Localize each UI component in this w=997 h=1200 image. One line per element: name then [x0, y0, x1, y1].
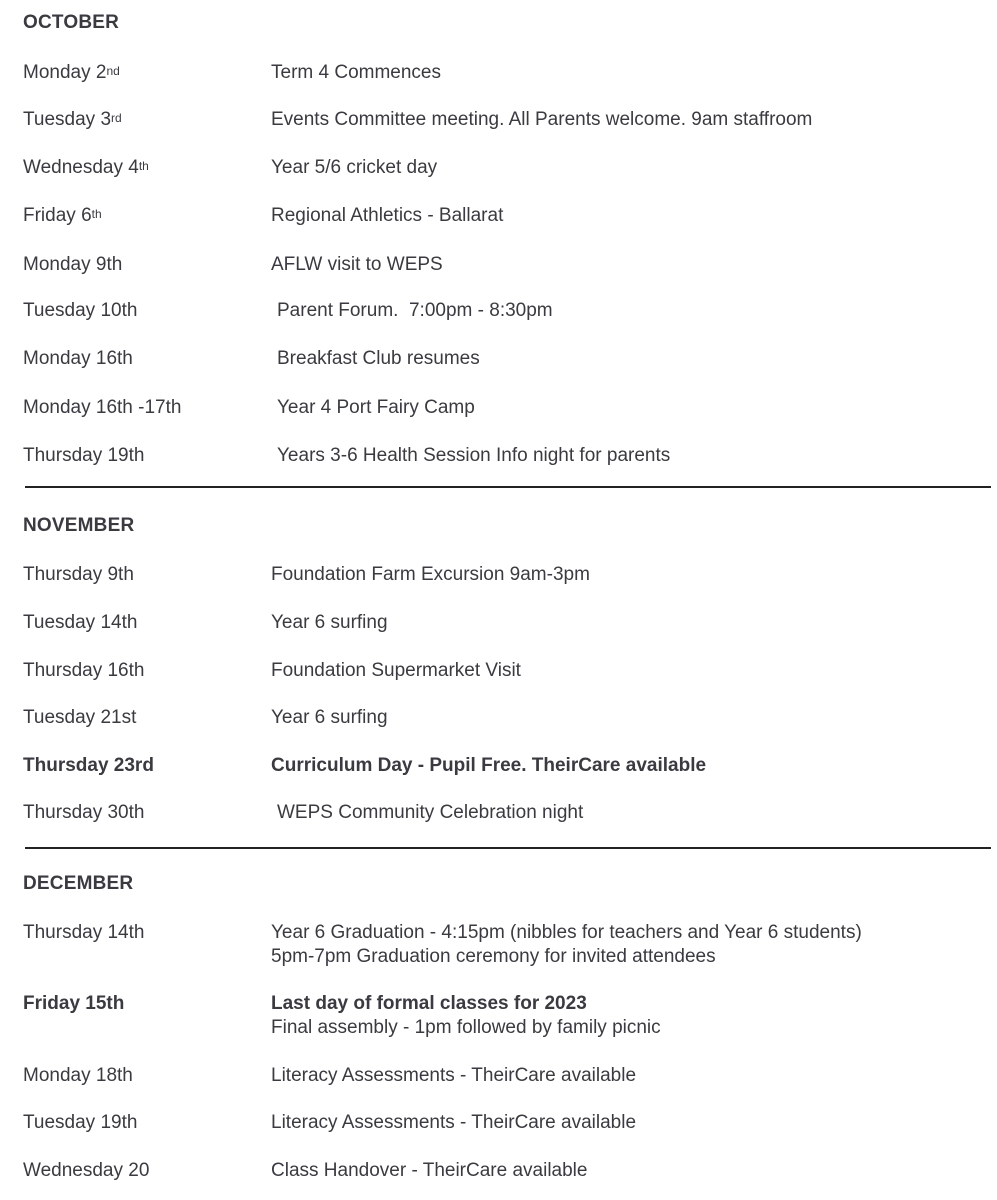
month-heading-december: DECEMBER	[23, 873, 134, 894]
event-description: Curriculum Day - Pupil Free. TheirCare available	[271, 755, 707, 776]
event-description	[271, 992, 661, 1040]
event-description: Year 5/6 cricket day	[271, 157, 438, 178]
event-description: Regional Athletics - Ballarat	[271, 205, 504, 226]
event-description: WEPS Community Celebration night	[277, 802, 584, 823]
event-description: Class Handover - TheirCare available	[271, 1160, 588, 1181]
event-description: Foundation Supermarket Visit	[271, 660, 521, 681]
event-date: Thursday 30th	[23, 802, 145, 823]
event-description: Breakfast Club resumes	[277, 348, 480, 369]
month-heading-november: NOVEMBER	[23, 515, 135, 536]
event-date: Friday 15th	[23, 993, 125, 1014]
event-description: Year 6 surfing	[271, 612, 388, 633]
event-date: Tuesday 19th	[23, 1112, 138, 1133]
event-date: Thursday 19th	[23, 445, 145, 466]
event-description: Year 6 surfing	[271, 707, 388, 728]
event-date: Wednesday 20	[23, 1160, 150, 1181]
event-date: Tuesday 10th	[23, 300, 138, 321]
event-line: Final assembly - 1pm followed by family picnic	[271, 1017, 661, 1038]
event-date: Friday 6th	[23, 205, 102, 226]
event-description: Foundation Farm Excursion 9am-3pm	[271, 564, 590, 585]
event-date: Monday 16th	[23, 348, 133, 369]
event-date: Tuesday 3rd	[23, 109, 122, 130]
event-description: Years 3-6 Health Session Info night for parents	[277, 445, 671, 466]
event-date: Thursday 16th	[23, 660, 145, 681]
event-date: Monday 16th -17th	[23, 397, 182, 418]
event-date: Tuesday 21st	[23, 707, 137, 728]
event-date: Monday 9th	[23, 254, 123, 275]
event-description: Year 4 Port Fairy Camp	[277, 397, 475, 418]
event-description	[271, 921, 862, 969]
event-line: Year 6 Graduation - 4:15pm (nibbles for teachers and Year 6 students)	[271, 922, 862, 943]
section-divider	[25, 847, 991, 849]
section-divider	[25, 486, 991, 488]
event-date: Wednesday 4th	[23, 157, 149, 178]
event-date: Monday 2nd	[23, 62, 120, 83]
event-description: Parent Forum. 7:00pm - 8:30pm	[277, 300, 553, 321]
event-description: Term 4 Commences	[271, 62, 441, 83]
event-description: Literacy Assessments - TheirCare available	[271, 1065, 637, 1086]
event-line: 5pm-7pm Graduation ceremony for invited attendees	[271, 946, 716, 967]
event-date: Thursday 9th	[23, 564, 134, 585]
event-date: Thursday 23rd	[23, 755, 154, 776]
event-line: Last day of formal classes for 2023	[271, 993, 587, 1014]
event-date: Thursday 14th	[23, 922, 145, 943]
month-heading-october: OCTOBER	[23, 12, 120, 33]
event-date: Monday 18th	[23, 1065, 133, 1086]
event-description: AFLW visit to WEPS	[271, 254, 443, 275]
event-description: Events Committee meeting. All Parents welcome. 9am staffroom	[271, 109, 813, 130]
event-description: Literacy Assessments - TheirCare available	[271, 1112, 637, 1133]
event-date: Tuesday 14th	[23, 612, 138, 633]
